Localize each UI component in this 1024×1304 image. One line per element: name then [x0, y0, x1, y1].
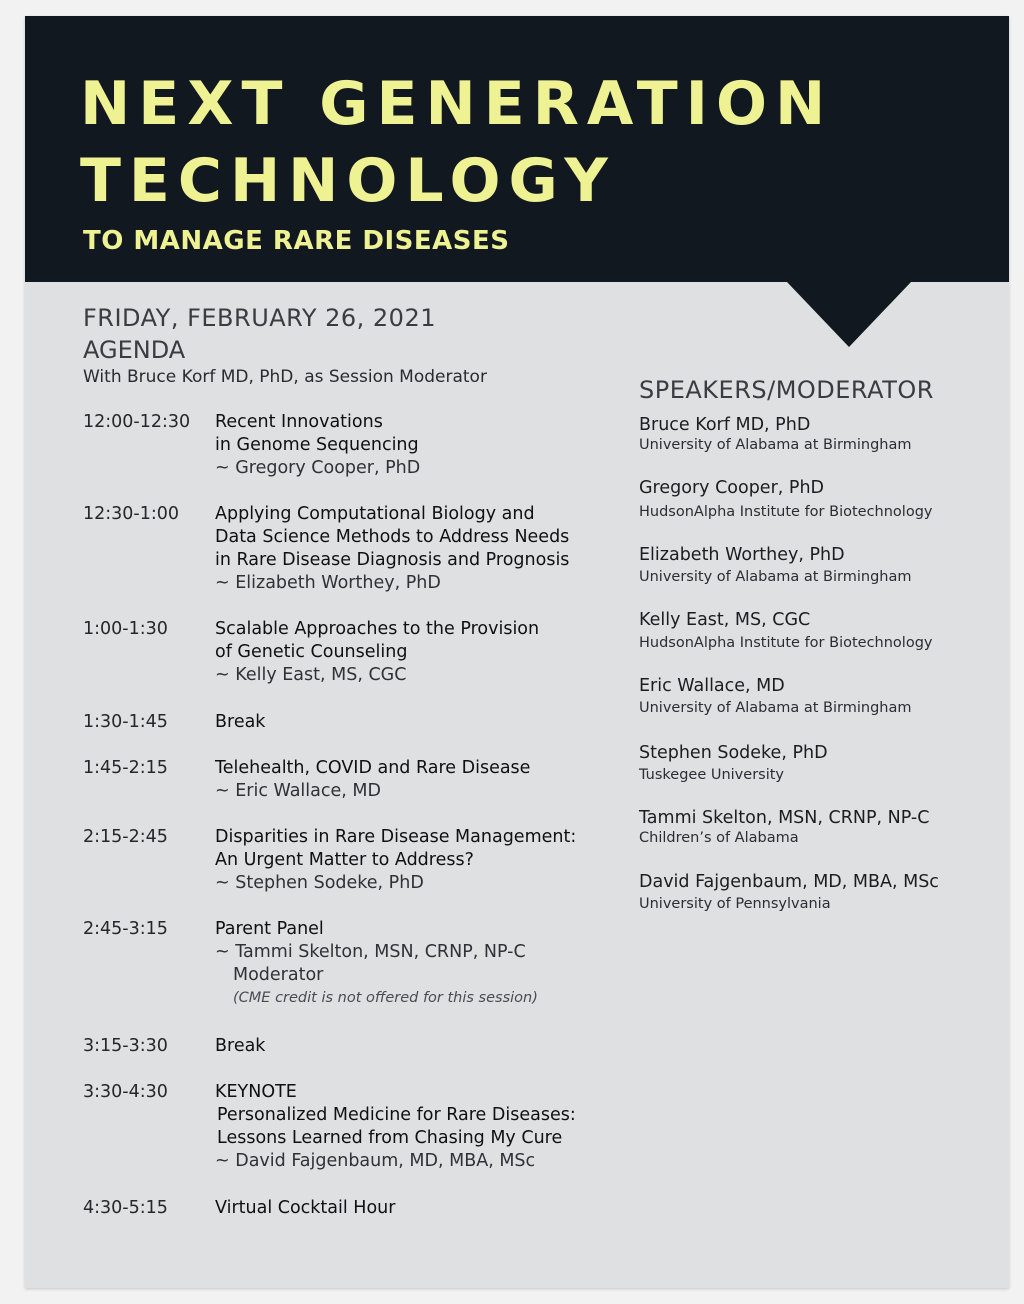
- agenda-row: [83, 411, 623, 480]
- speaker-name: Eric Wallace, MD: [639, 676, 785, 696]
- speaker-name: Bruce Korf MD, PhD: [639, 415, 811, 435]
- speaker-entry: [639, 675, 989, 718]
- speaker-name: David Fajgenbaum, MD, MBA, MSc: [639, 872, 939, 892]
- speaker-entry: [639, 871, 989, 914]
- speaker-name: Elizabeth Worthey, PhD: [639, 545, 845, 565]
- moderator-line: With Bruce Korf MD, PhD, as Session Moderator: [83, 367, 487, 387]
- speaker-role: Moderator: [233, 965, 324, 985]
- session-title: An Urgent Matter to Address?: [215, 850, 474, 870]
- agenda-row: [83, 1081, 623, 1173]
- event-date: FRIDAY, FEBRUARY 26, 2021: [83, 304, 436, 332]
- agenda-list: [83, 411, 623, 1220]
- agenda-time: 4:30-5:15: [83, 1198, 168, 1218]
- agenda-time: 1:30-1:45: [83, 712, 168, 732]
- speaker-affiliation: University of Alabama at Birmingham: [639, 700, 912, 716]
- agenda-row: [83, 503, 623, 595]
- session-speaker: ~ Kelly East, MS, CGC: [215, 665, 407, 685]
- session-speaker: ~ Eric Wallace, MD: [215, 781, 381, 801]
- speaker-affiliation: HudsonAlpha Institute for Biotechnology: [639, 504, 933, 520]
- speaker-name: Tammi Skelton, MSN, CRNP, NP-C: [639, 808, 930, 828]
- agenda-time: 3:30-4:30: [83, 1082, 168, 1102]
- session-title: Break: [215, 712, 266, 732]
- agenda-row: [83, 1197, 623, 1220]
- speaker-entry: [639, 609, 989, 653]
- session-title: Virtual Cocktail Hour: [215, 1198, 396, 1218]
- session-title: Scalable Approaches to the Provision: [215, 619, 540, 639]
- session-speaker: ~ Tammi Skelton, MSN, CRNP, NP-C: [215, 942, 526, 962]
- speakers-heading: SPEAKERS/MODERATOR: [639, 376, 934, 404]
- session-speaker: ~ Stephen Sodeke, PhD: [215, 873, 424, 893]
- speaker-entry: [639, 807, 989, 848]
- session-title: Personalized Medicine for Rare Diseases:: [217, 1105, 576, 1125]
- session-speaker: ~ David Fajgenbaum, MD, MBA, MSc: [215, 1151, 536, 1171]
- agenda-row: [83, 918, 623, 1010]
- session-speaker: ~ Gregory Cooper, PhD: [215, 458, 421, 478]
- agenda-page: [25, 16, 1009, 1288]
- agenda-time: 1:00-1:30: [83, 619, 168, 639]
- session-speaker: ~ Elizabeth Worthey, PhD: [215, 573, 441, 593]
- subtitle: TO MANAGE RARE DISEASES: [83, 226, 510, 256]
- title-line-1: NEXT GENERATION: [80, 69, 834, 139]
- session-title: Data Science Methods to Address Needs: [215, 527, 570, 547]
- session-title: of Genetic Counseling: [215, 642, 408, 662]
- agenda-time: 1:45-2:15: [83, 758, 168, 778]
- agenda-row: [83, 1035, 623, 1058]
- agenda-row: [83, 711, 623, 734]
- agenda-row: [83, 618, 623, 687]
- speaker-name: Gregory Cooper, PhD: [639, 478, 825, 498]
- session-note: (CME credit is not offered for this session): [233, 990, 538, 1006]
- speaker-entry: [639, 414, 989, 455]
- session-title: in Rare Disease Diagnosis and Prognosis: [215, 550, 570, 570]
- speaker-affiliation: Tuskegee University: [639, 767, 784, 783]
- session-title: Telehealth, COVID and Rare Disease: [215, 758, 531, 778]
- speaker-entry: [639, 544, 989, 587]
- session-title: Parent Panel: [215, 919, 324, 939]
- session-title: Lessons Learned from Chasing My Cure: [217, 1128, 563, 1148]
- title-line-2: TECHNOLOGY: [80, 146, 616, 216]
- session-title: in Genome Sequencing: [215, 435, 419, 455]
- agenda-time: 12:00-12:30: [83, 412, 191, 432]
- agenda-time: 12:30-1:00: [83, 504, 180, 524]
- title-banner: [25, 16, 1009, 282]
- keynote-label: KEYNOTE: [215, 1082, 297, 1102]
- banner-notch-triangle: [787, 282, 911, 347]
- session-title: Break: [215, 1036, 266, 1056]
- session-title: Applying Computational Biology and: [215, 504, 535, 524]
- speaker-name: Stephen Sodeke, PhD: [639, 743, 828, 763]
- speaker-affiliation: Children’s of Alabama: [639, 830, 799, 846]
- session-title: Disparities in Rare Disease Management:: [215, 827, 577, 847]
- session-title: Recent Innovations: [215, 412, 383, 432]
- speaker-affiliation: HudsonAlpha Institute for Biotechnology: [639, 635, 933, 651]
- agenda-time: 2:15-2:45: [83, 827, 168, 847]
- speaker-affiliation: University of Alabama at Birmingham: [639, 569, 912, 585]
- speaker-name: Kelly East, MS, CGC: [639, 610, 811, 630]
- agenda-heading: AGENDA: [83, 336, 186, 364]
- agenda-row: [83, 826, 623, 895]
- speaker-entry: [639, 742, 989, 785]
- agenda-time: 3:15-3:30: [83, 1036, 168, 1056]
- speaker-affiliation: University of Alabama at Birmingham: [639, 437, 912, 453]
- agenda-row: [83, 757, 623, 803]
- speaker-affiliation: University of Pennsylvania: [639, 896, 831, 912]
- speakers-panel: [639, 376, 989, 914]
- speaker-entry: [639, 477, 989, 522]
- agenda-time: 2:45-3:15: [83, 919, 168, 939]
